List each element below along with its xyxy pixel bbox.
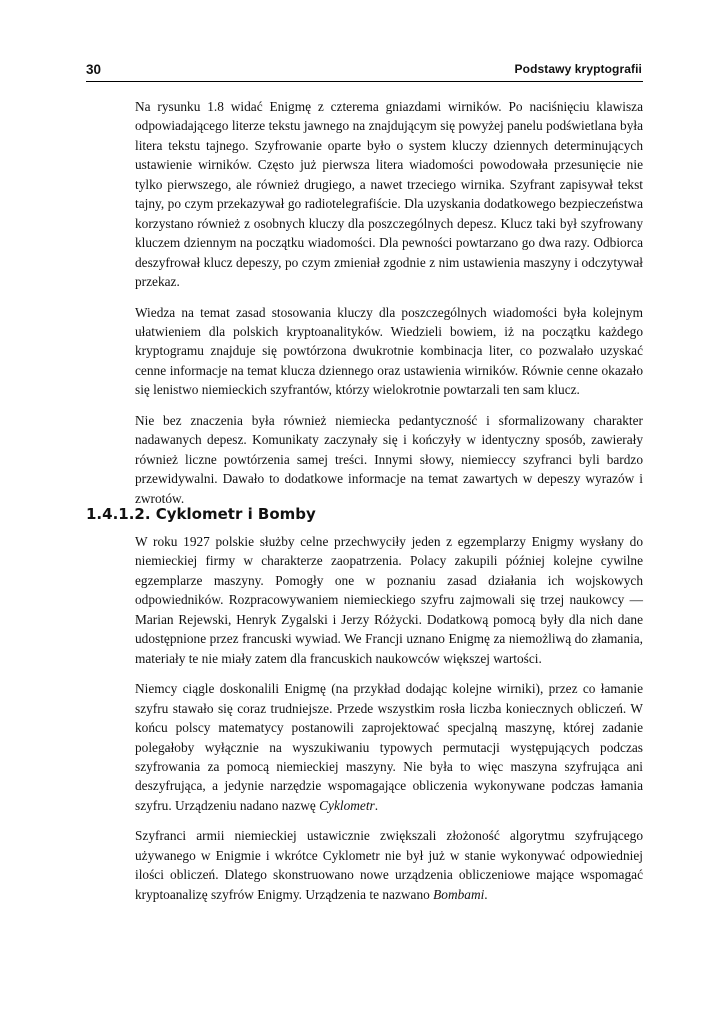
paragraph-bomby (135, 826, 643, 904)
paragraph-key-knowledge: Wiedza na temat zasad stosowania kluczy dla poszczególnych wiadomości była kolejnym ułatwieniem dla polskich kryptoanalityków. Wiedzieli bowiem, iż na początku każdego kryptogramu znajduje się powtórzona dwukrotnie kombinacja liter, co pozwalało uzyskać cenne informacje na temat klucza dziennego oraz ustawienia wirników. Równie cenne okazało się lenistwo niemieckich szyfrantów, którzy wielokrotnie powtarzali ten sam klucz. (135, 304, 643, 398)
body-text-section (135, 532, 643, 915)
running-title: Podstawy kryptografii (514, 62, 642, 76)
paragraph-german-pedantry: Nie bez znaczenia była również niemiecka pedantyczność i sformalizowany charakter nadawanych depesz. Komunikaty zaczynały się i kończyły w identyczny sposób, zawierały również liczne powtórzenia samej treści. Innymi słowy, niemieccy szyfranci byli bardzo przewidywalni. Dawało to dodatkowe informacje na temat zawartych w depeszy wyrazów i zwrotów. (135, 412, 643, 506)
section-heading: 1.4.1.2. Cyklometr i Bomby (86, 505, 316, 523)
body-text-top (135, 97, 643, 519)
paragraph-enigma-description: Na rysunku 1.8 widać Enigmę z czterema gniazdami wirników. Po naciśnięciu klawisza odpowiadającego literze tekstu jawnego na znajdującym się powyżej panelu podświetlana była litera tekstu tajnego. Szyfrowanie oparte było o system kluczy dziennych determinujących ustawienie wirników. Często już pierwsza litera wiadomości powodowała przesunięcie nie tylko pierwszego, ale również drugiego, a nawet trzeciego wirnika. Szyfrant zapisywał tekst tajny, po czym przekazywał go radiotelegrafiście. Dla uzyskania dodatkowego bezpieczeństwa korzystano również z osobnych kluczy dla poszczególnych depesz. Klucz taki był szyfrowany kluczem dziennym na początku wiadomości. Dla pewności powtarzano go dwa razy. Odbiorca deszyfrował klucz depeszy, po czym zmieniał zgodnie z nim ustawienia maszyny i odczytywał przekaz. (135, 99, 643, 290)
paragraph-bomby-end: . (484, 886, 488, 902)
header-divider (86, 81, 643, 82)
paragraph-cyklometr (135, 679, 643, 815)
term-cyklometr: Cyklometr (319, 797, 375, 813)
paragraph-bomby-text: Szyfranci armii niemieckiej ustawicznie zwiększali złożoność algorytmu szyfrującego używanego w Enigmie i wkrótce Cyklometr nie był już w stanie wykonywać odpowiedniej ilości obliczeń. Dlatego skonstruowano nowe urządzenia obliczeniowe mające wspomagać kryptoanalizę szyfrów Enigmy. Urządzenia te nazwano (135, 828, 643, 902)
paragraph-enigma-intercept: W roku 1927 polskie służby celne przechwyciły jeden z egzemplarzy Enigmy wysłany do niemieckiej firmy w charakterze zaopatrzenia. Polacy zakupili później kolejne cywilne egzemplarze maszyny. Pomogły one w poznaniu zasad działania ich wojskowych odpowiedników. Rozpracowywaniem niemieckiego szyfru zajmowali się trzej naukowcy — Marian Rejewski, Henryk Zygalski i Jerzy Różycki. Dodatkową pomocą były dla nich dane udostępnione przez francuski wywiad. We Francji uznano Enigmę za niemożliwą do złamania, materiały te nie miały zatem dla francuskich naukowców większej wartości. (135, 534, 643, 666)
page-number: 30 (86, 62, 102, 77)
page-header (86, 62, 642, 78)
paragraph-cyklometr-text: Niemcy ciągle doskonalili Enigmę (na przykład dodając kolejne wirniki), przez co łamanie szyfru stawało się coraz trudniejsze. Przede wszystkim rosła liczba koniecznych obliczeń. W końcu polscy matematycy postanowili zaprojektować specjalną maszynę, której zadanie polegałoby wyłącznie na wyszukiwaniu typowych permutacji występujących podczas szyfrowania za pomocą niemieckiej maszyny. Nie była to więc maszyna szyfrująca ani deszyfrująca, a jedynie narzędzie wspomagające obliczenia wykonywane podczas łamania szyfru. Urządzeniu nadano nazwę (135, 681, 643, 813)
term-bomby: Bombami (433, 886, 485, 902)
paragraph-cyklometr-end: . (374, 797, 379, 813)
